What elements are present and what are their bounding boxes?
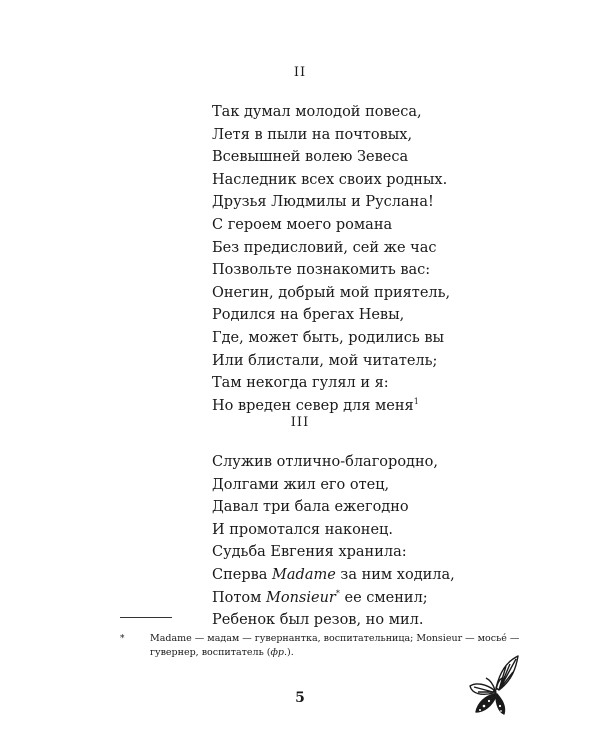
verse-line: Так думал молодой повеса, bbox=[212, 104, 422, 120]
verse-line: С героем моего романа bbox=[212, 216, 393, 233]
footnote-italic: фр. bbox=[270, 647, 288, 658]
page-number: 5 bbox=[295, 690, 305, 706]
verse-text: Сперва bbox=[212, 566, 273, 583]
butterfly-icon bbox=[466, 654, 522, 716]
footnote-segment: ). bbox=[287, 647, 294, 658]
verse-line: И промотался наконец. bbox=[212, 521, 393, 538]
footnote-text bbox=[150, 632, 520, 660]
footnote-ref[interactable]: 1 bbox=[413, 396, 419, 406]
verse-line: Позвольте познакомить вас: bbox=[212, 262, 431, 279]
verse-line: Служив отлично-благородно, bbox=[212, 454, 438, 470]
verse-line: Родился на брегах Невы, bbox=[212, 307, 405, 324]
verse-text: за ним ходила, bbox=[335, 566, 455, 583]
verse-line bbox=[212, 564, 542, 587]
footnote-line: Madame — мадам — гувернантка, воспитательница; Monsieur — мосьé — bbox=[150, 633, 520, 644]
stanza-iii bbox=[212, 451, 542, 632]
verse-line: Или блистали, мой читатель; bbox=[212, 352, 438, 369]
verse-line: Летя в пыли на почтовых, bbox=[212, 126, 413, 143]
verse-italic: Monsieur bbox=[266, 589, 336, 606]
verse-text: Потом bbox=[212, 589, 267, 606]
footnote-ref[interactable]: * bbox=[335, 588, 340, 598]
verse-line: Друзья Людмилы и Руслана! bbox=[212, 194, 434, 211]
footnote-divider bbox=[120, 617, 172, 618]
verse-line: Ребенок был резов, но мил. bbox=[212, 612, 424, 629]
verse-italic: Madame bbox=[272, 566, 336, 583]
verse-text: Но вреден север для меня bbox=[212, 397, 414, 414]
verse-line: Давал три бала ежегодно bbox=[212, 499, 409, 516]
verse-line: Онегин, добрый мой приятель, bbox=[212, 284, 451, 301]
footnote-mark: * bbox=[120, 634, 125, 644]
verse-line: Где, может быть, родились вы bbox=[212, 329, 445, 346]
verse-line bbox=[212, 587, 542, 610]
footnote-line bbox=[150, 646, 500, 660]
verse-line: Там некогда гулял и я: bbox=[212, 375, 389, 392]
verse-line: Судьба Евгения хранила: bbox=[212, 544, 407, 561]
verse-line: Без предисловий, сей же час bbox=[212, 239, 437, 256]
verse-line: Всевышней волею Зевеса bbox=[212, 149, 409, 166]
stanza-ii bbox=[212, 101, 542, 417]
verse-line bbox=[212, 395, 542, 418]
verse-line: Наследник всех своих родных. bbox=[212, 171, 448, 188]
verse-line: Долгами жил его отец, bbox=[212, 476, 390, 493]
verse-text: ее сменил; bbox=[339, 589, 428, 606]
footnote-segment: гувернер, воспитатель ( bbox=[150, 647, 271, 658]
stanza-number: II bbox=[293, 65, 307, 80]
stanza-number: III bbox=[290, 415, 310, 430]
